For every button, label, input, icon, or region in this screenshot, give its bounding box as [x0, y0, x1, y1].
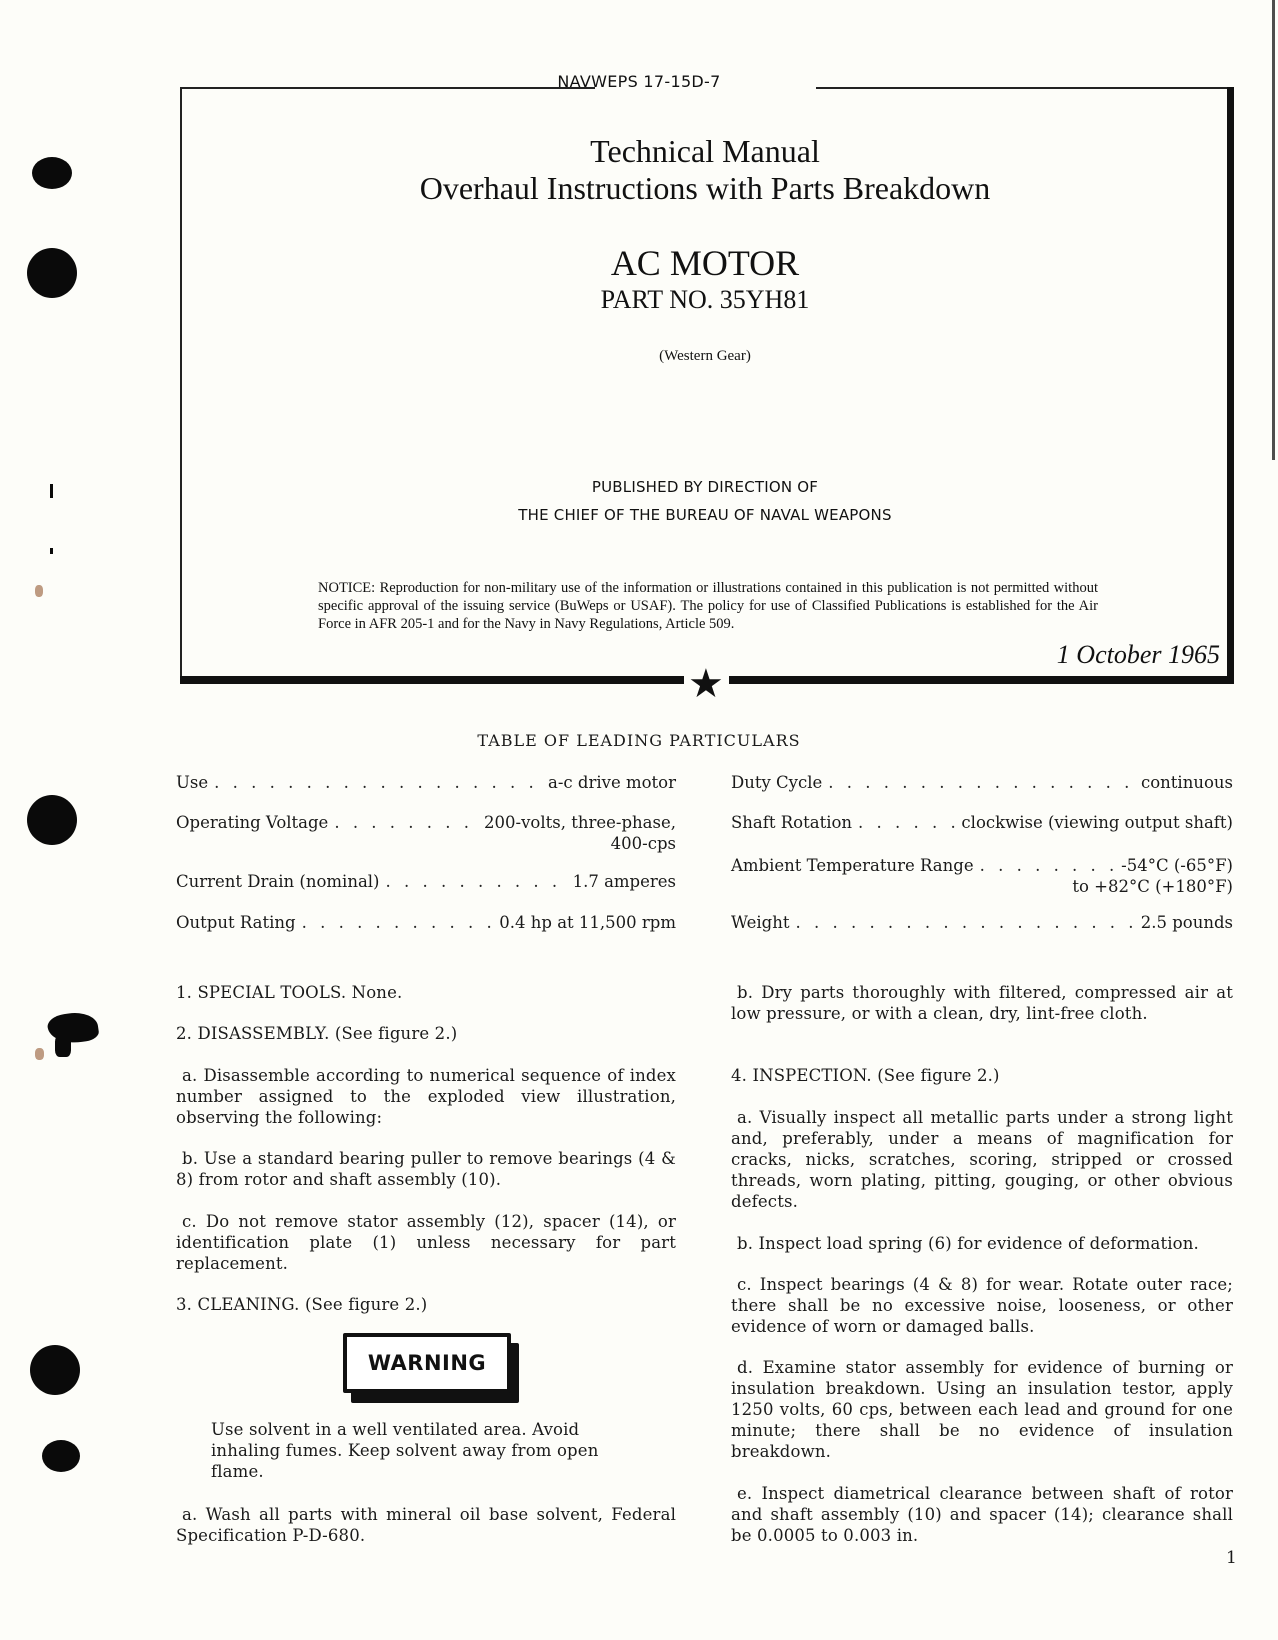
disassembly-step-b: b. Use a standard bearing puller to remove bearings (4 & 8) from rotor and shaft assembly (10). — [176, 1149, 676, 1189]
particular-shaft-rotation — [731, 812, 1233, 833]
item-name: AC MOTOR — [610, 243, 800, 283]
disassembly-step-c: c. Do not remove stator assembly (12), spacer (14), or identification plate (1) unless necessary for part replacement. — [176, 1212, 676, 1273]
particular-duty-cycle — [731, 772, 1233, 793]
disassembly-step-a: a. Disassemble according to numerical sequence of index number assigned to the exploded view illustration, observing the following: — [176, 1066, 676, 1127]
inspection-step-e: e. Inspect diametrical clearance between shaft of rotor and shaft assembly (10) and spacer (14); clearance shall be 0.0005 to 0.003 in. — [731, 1484, 1233, 1545]
particular-label: Shaft Rotation — [731, 813, 853, 832]
section-cleaning: 3. CLEANING. (See figure 2.) — [176, 1295, 428, 1314]
particular-label: Duty Cycle — [731, 773, 823, 792]
particular-current-drain — [176, 871, 676, 892]
particular-output-rating — [176, 912, 676, 933]
cleaning-step-a: a. Wash all parts with mineral oil base solvent, Federal Specification P-D-680. — [176, 1505, 676, 1545]
scan-speck — [35, 1048, 44, 1060]
scan-edge-line — [1272, 0, 1275, 460]
binder-hole — [32, 157, 72, 189]
particular-value: 1.7 amperes — [572, 872, 676, 891]
particular-value: continuous — [1141, 773, 1233, 792]
inspection-step-b: b. Inspect load spring (6) for evidence of deformation. — [737, 1234, 1199, 1253]
binder-hole — [27, 795, 77, 845]
document-code: NAVWEPS 17-15D-7 — [557, 72, 721, 91]
warning-text: Use solvent in a well ventilated area. Avoid inhaling fumes. Keep solvent away from open flame. — [211, 1420, 599, 1481]
section-special-tools: 1. SPECIAL TOOLS. None. — [176, 983, 403, 1002]
title-frame-bottom-left — [180, 676, 684, 684]
publisher-line-2: THE CHIEF OF THE BUREAU OF NAVAL WEAPONS — [518, 506, 892, 524]
part-number: PART NO. 35YH81 — [600, 285, 810, 314]
publisher-line-1: PUBLISHED BY DIRECTION OF — [591, 478, 819, 496]
section-inspection: 4. INSPECTION. (See figure 2.) — [731, 1066, 1000, 1085]
warning-label-box — [343, 1333, 511, 1393]
particular-label: Weight — [731, 913, 790, 932]
scan-blot — [50, 484, 53, 498]
particular-value: a-c drive motor — [548, 773, 676, 792]
page-number: 1 — [1226, 1548, 1237, 1568]
binder-hole — [27, 248, 77, 298]
issue-date: 1 October 1965 — [1056, 640, 1220, 669]
particular-operating-voltage — [176, 812, 676, 854]
manual-type: Technical Manual — [590, 133, 820, 169]
scan-blot — [50, 548, 53, 554]
binder-hole — [42, 1440, 80, 1472]
warning-label: WARNING — [367, 1351, 487, 1375]
inspection-step-d: d. Examine stator assembly for evidence of burning or insulation breakdown. Using an insulation testor, apply 1250 volts, 60 cps, between each lead and ground for one minute; there shall be no evidence of insulation breakdown. — [731, 1358, 1233, 1461]
scan-speck — [35, 585, 43, 597]
particular-ambient-temperature — [731, 855, 1233, 897]
particular-value: 200-volts, three-phase, — [484, 813, 676, 832]
particular-value-continuation: to +82°C (+180°F) — [1072, 877, 1233, 896]
leading-particulars-title: TABLE OF LEADING PARTICULARS — [477, 731, 801, 750]
scan-blot — [55, 1035, 71, 1057]
particular-value: 0.4 hp at 11,500 rpm — [499, 913, 676, 932]
section-disassembly: 2. DISASSEMBLY. (See figure 2.) — [176, 1024, 458, 1043]
particular-label: Current Drain (nominal) — [176, 872, 380, 891]
particular-label: Output Rating — [176, 913, 296, 932]
header-rule-right — [816, 87, 1234, 89]
particular-label: Use — [176, 773, 209, 792]
particular-use — [176, 772, 676, 793]
particular-value: -54°C (-65°F) — [1121, 856, 1233, 875]
star-icon: ★ — [688, 661, 724, 707]
reproduction-notice: NOTICE: Reproduction for non-military use of the information or illustrations contained in this publication is not permitted without specific approval of the issuing service (BuWeps or USAF). The policy for use of Classified Publications is established for the Air Force in AFR 205-1 and for the Navy in Navy Regulations, Article 509. — [318, 580, 1098, 632]
title-frame-bottom-right — [729, 676, 1234, 684]
binder-hole — [30, 1345, 80, 1395]
inspection-step-a: a. Visually inspect all metallic parts under a strong light and, preferably, under a means of magnification for cracks, nicks, scratches, scoring, stripped or crossed threads, worn plating, pitting, gouging, or other obvious defects. — [731, 1108, 1233, 1211]
inspection-step-c: c. Inspect bearings (4 & 8) for wear. Rotate outer race; there shall be no excessive noise, looseness, or other evidence of worn or damaged balls. — [731, 1275, 1233, 1336]
particular-value: clockwise (viewing output shaft) — [961, 813, 1233, 832]
particular-value: 2.5 pounds — [1140, 913, 1233, 932]
manufacturer: (Western Gear) — [659, 348, 751, 364]
particular-label: Operating Voltage — [176, 813, 329, 832]
particular-weight — [731, 912, 1233, 933]
cleaning-step-b: b. Dry parts thoroughly with filtered, compressed air at low pressure, or with a clean, dry, lint-free cloth. — [731, 983, 1233, 1023]
particular-label: Ambient Temperature Range — [731, 856, 974, 875]
particular-value-continuation: 400-cps — [610, 834, 676, 853]
manual-subtitle: Overhaul Instructions with Parts Breakdown — [419, 170, 991, 206]
